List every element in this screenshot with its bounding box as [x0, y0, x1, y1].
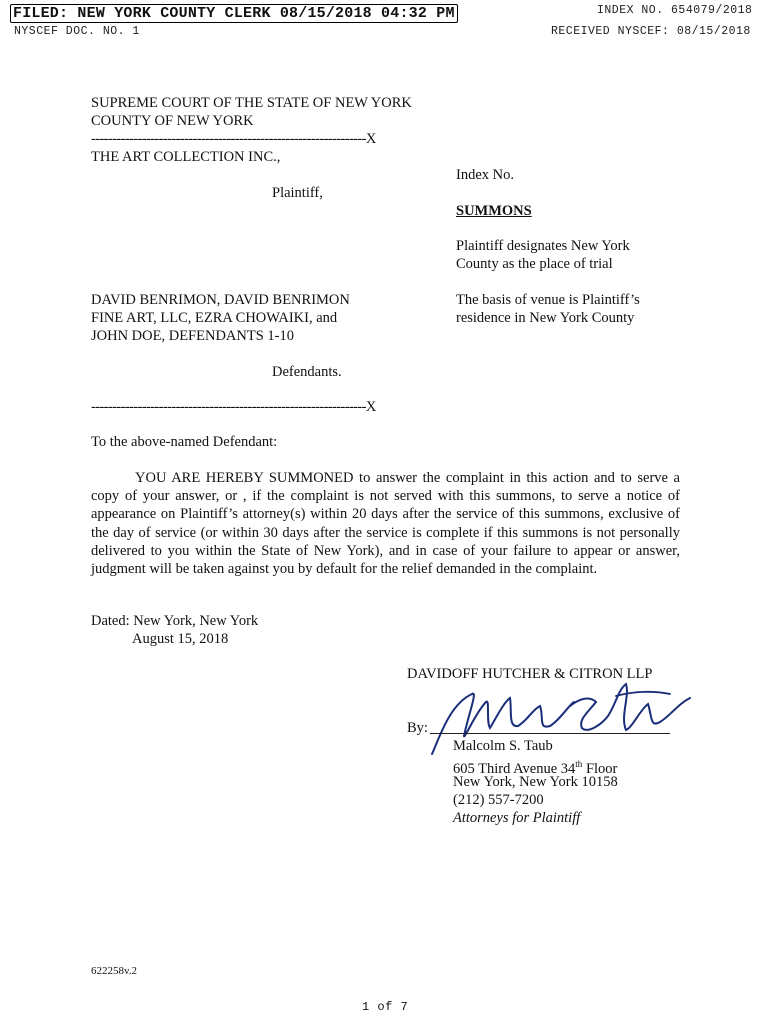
court-name-line2: COUNTY OF NEW YORK — [91, 113, 254, 129]
nyscef-doc-no: NYSCEF DOC. NO. 1 — [14, 25, 140, 38]
defendants-line3: JOHN DOE, DEFENDANTS 1-10 — [91, 328, 294, 344]
dated-label: Dated: New York, New York — [91, 613, 259, 629]
venue-basis-line2: residence in New York County — [456, 310, 635, 326]
defendants-role: Defendants. — [272, 364, 342, 380]
venue-designation-line2: County as the place of trial — [456, 256, 613, 272]
dated-date: August 15, 2018 — [132, 631, 229, 647]
attorney-name: Malcolm S. Taub — [453, 738, 553, 754]
firm-address-line2: New York, New York 10158 — [453, 774, 618, 790]
index-no-label: Index No. — [456, 167, 514, 183]
document-id: 622258v.2 — [91, 965, 138, 977]
defendants-line1: DAVID BENRIMON, DAVID BENRIMON — [91, 292, 350, 308]
court-name-line1: SUPREME COURT OF THE STATE OF NEW YORK — [91, 95, 412, 111]
index-number-header: INDEX NO. 654079/2018 — [597, 4, 753, 17]
salutation: To the above-named Defendant: — [91, 434, 278, 450]
defendants-line2: FINE ART, LLC, EZRA CHOWAIKI, and — [91, 310, 338, 326]
summons-paragraph: YOU ARE HEREBY SUMMONED to answer the complaint in this action and to serve a copy of your answer, or , if the complaint is not served with this summons, to serve a notice of appearance on Plaintiff’s attorney(s) within 20 days after the service of this summons, exclusive of the day of service (or within 30 days after the service is complete if this summons is not personally delivered to you within the State of New York), and in case of your failure to appear or answer, judgment will be taken against you by default for the relief demanded in the complaint. — [91, 470, 680, 578]
signature-line — [430, 733, 670, 734]
summons-title: SUMMONS — [456, 203, 532, 219]
firm-phone: (212) 557-7200 — [453, 792, 544, 808]
plaintiff-role: Plaintiff, — [272, 185, 323, 201]
venue-basis-line1: The basis of venue is Plaintiff’s — [456, 292, 640, 308]
venue-designation-line1: Plaintiff designates New York — [456, 238, 630, 254]
caption-divider-bottom: -----------------------------------------------------------------X — [91, 399, 376, 415]
attorneys-role: Attorneys for Plaintiff — [453, 810, 581, 826]
law-firm-name: DAVIDOFF HUTCHER & CITRON LLP — [407, 666, 653, 682]
received-nyscef: RECEIVED NYSCEF: 08/15/2018 — [551, 25, 751, 38]
by-label: By: — [407, 720, 428, 736]
page-number: 1 of 7 — [362, 1000, 409, 1014]
filed-stamp: FILED: NEW YORK COUNTY CLERK 08/15/2018 04:32 PM — [10, 4, 458, 23]
firm-address-line1: 605 Third Avenue 34th Floor — [453, 759, 618, 777]
caption-divider-top: -----------------------------------------------------------------X — [91, 131, 376, 147]
plaintiff-name: THE ART COLLECTION INC., — [91, 149, 281, 165]
